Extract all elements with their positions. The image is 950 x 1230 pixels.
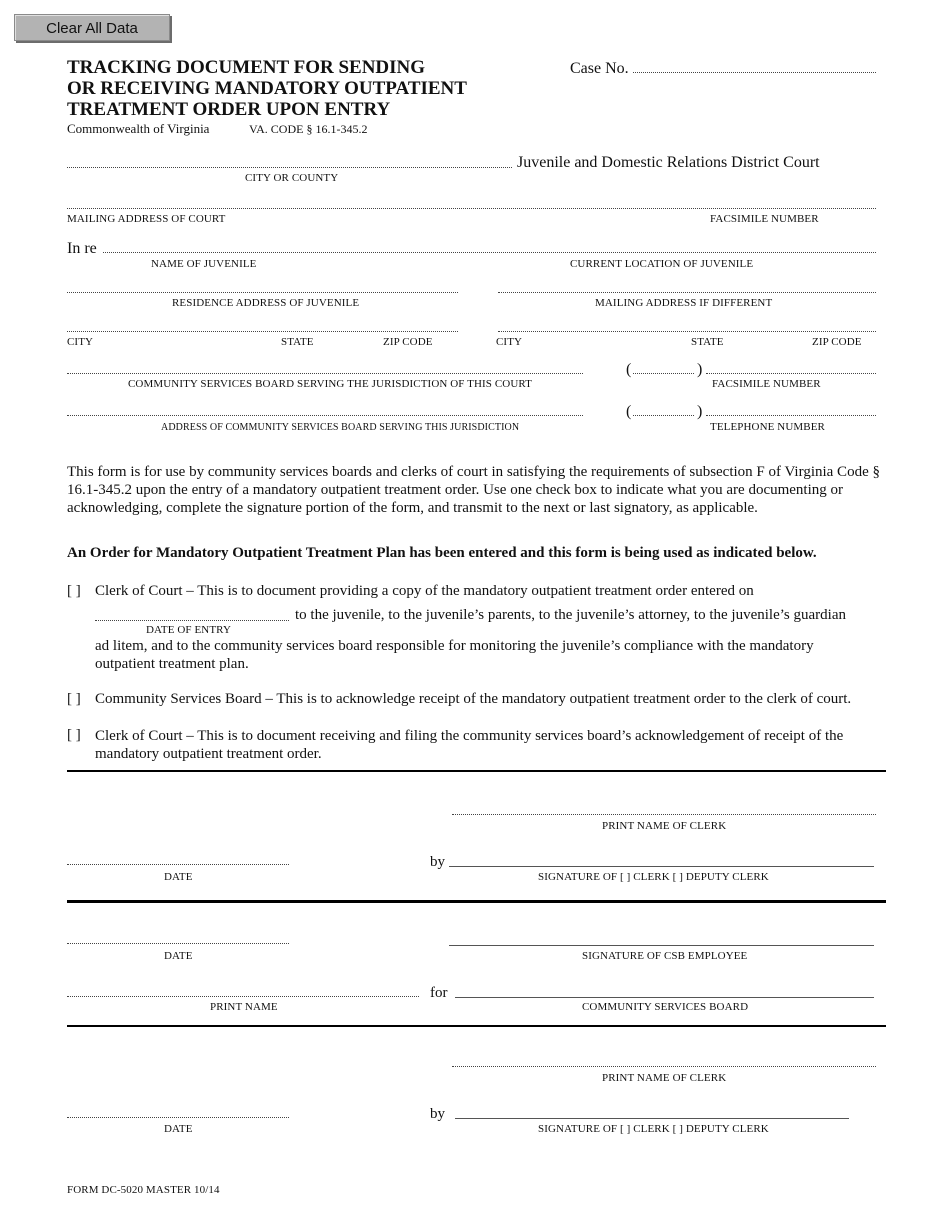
clerk-signature-field-1[interactable] (449, 866, 874, 867)
section-divider-1 (67, 770, 886, 772)
zip-caption-left: ZIP CODE (383, 336, 433, 348)
date-of-entry-field[interactable] (95, 620, 289, 621)
print-name-of-clerk-field-1[interactable] (452, 814, 876, 815)
date-caption-3: DATE (164, 1123, 193, 1135)
csb-tel-area-code-field[interactable] (633, 415, 694, 416)
by-label-2: by (430, 1106, 445, 1122)
clear-all-data-button[interactable]: Clear All Data (14, 14, 170, 41)
court-mailing-address-field[interactable] (67, 208, 876, 209)
tel-paren-open: ( (626, 403, 632, 420)
city-caption-right: CITY (496, 336, 523, 348)
title-line-2: OR RECEIVING MANDATORY OUTPATIENT (67, 78, 467, 99)
csb-serving-caption: COMMUNITY SERVICES BOARD SERVING THE JURISDICTION OF THIS COURT (128, 378, 532, 390)
court-fax-caption: FACSIMILE NUMBER (710, 213, 819, 225)
csb-serving-field[interactable] (67, 373, 583, 374)
option-1-line-2: to the juvenile, to the juvenile’s parents, to the juvenile’s attorney, to the juvenile’s guardian (295, 607, 846, 623)
csb-fax-number-field[interactable] (706, 373, 876, 374)
date-field-1[interactable] (67, 864, 289, 865)
option-1-checkbox[interactable]: [ ] (67, 583, 81, 599)
mailing-address-court-caption: MAILING ADDRESS OF COURT (67, 213, 226, 225)
city-or-county-field[interactable] (67, 167, 512, 168)
clerk-signature-field-2[interactable] (455, 1118, 849, 1119)
csb-name-field[interactable] (455, 997, 874, 998)
case-no-field[interactable] (633, 72, 876, 73)
order-statement: An Order for Mandatory Outpatient Treatment Plan has been entered and this form is being used as indicated below. (67, 545, 817, 561)
date-caption-1: DATE (164, 871, 193, 883)
tel-paren-close: ) (697, 403, 703, 420)
fax-paren-close: ) (697, 361, 703, 378)
option-1-rest: ad litem, and to the community services board responsible for monitoring the juvenile’s compliance with the mandatory outpatient treatment plan. (95, 638, 814, 672)
juvenile-name-field[interactable] (103, 252, 876, 253)
state-caption-right: STATE (691, 336, 724, 348)
title-line-1: TRACKING DOCUMENT FOR SENDING (67, 57, 426, 78)
csb-address-caption: ADDRESS OF COMMUNITY SERVICES BOARD SERVING THIS JURISDICTION (161, 422, 520, 433)
option-3-text: Clerk of Court – This is to document receiving and filing the community services board’s acknowledgement of receipt of the mandatory outpatient treatment order. (95, 728, 844, 762)
date-of-entry-caption: DATE OF ENTRY (146, 624, 232, 636)
court-type-label: Juvenile and Domestic Relations District Court (517, 154, 820, 171)
mailing-if-different-caption: MAILING ADDRESS IF DIFFERENT (595, 297, 773, 309)
va-code-label: VA. CODE § 16.1-345.2 (249, 122, 368, 136)
print-name-caption: PRINT NAME (210, 1001, 278, 1013)
section-divider-3 (67, 1025, 886, 1027)
print-name-of-clerk-caption-2: PRINT NAME OF CLERK (602, 1072, 727, 1084)
form-title (67, 57, 467, 120)
csb-address-field[interactable] (67, 415, 583, 416)
zip-caption-right: ZIP CODE (812, 336, 862, 348)
city-caption-left: CITY (67, 336, 94, 348)
option-1-line-1: Clerk of Court – This is to document providing a copy of the mandatory outpatient treatment order entered on (95, 583, 754, 599)
title-line-3: TREATMENT ORDER UPON ENTRY (67, 99, 391, 120)
csb-fax-area-code-field[interactable] (633, 373, 694, 374)
in-re-label: In re (67, 240, 97, 257)
name-of-juvenile-caption: NAME OF JUVENILE (151, 258, 257, 270)
case-no-label: Case No. (570, 60, 629, 77)
residence-city-state-zip-field[interactable] (67, 331, 458, 332)
date-field-3[interactable] (67, 1117, 289, 1118)
csb-print-name-field[interactable] (67, 996, 419, 997)
clerk-signature-caption-1: SIGNATURE OF [ ] CLERK [ ] DEPUTY CLERK (538, 871, 769, 883)
telephone-caption: TELEPHONE NUMBER (710, 421, 825, 433)
mailing-address-juvenile-field[interactable] (498, 292, 876, 293)
current-location-caption: CURRENT LOCATION OF JUVENILE (570, 258, 754, 270)
print-name-of-clerk-field-2[interactable] (452, 1066, 876, 1067)
option-3-checkbox[interactable]: [ ] (67, 727, 81, 743)
commonwealth-label: Commonwealth of Virginia (67, 121, 210, 136)
date-field-2[interactable] (67, 943, 289, 944)
residence-address-field[interactable] (67, 292, 458, 293)
intro-paragraph: This form is for use by community services boards and clerks of court in satisfying the requirements of subsection F of Virginia Code § 16.1-345.2 upon the entry of a mandatory outpatient treatment order. Use one check box to indicate what you are documenting or acknowledging, complete the signature portion of the form, and transmit to the next or last signatory, as applicable. (67, 464, 880, 516)
option-2-checkbox[interactable]: [ ] (67, 691, 81, 707)
csb-caption: COMMUNITY SERVICES BOARD (582, 1001, 749, 1013)
print-name-of-clerk-caption-1: PRINT NAME OF CLERK (602, 820, 727, 832)
csb-fax-caption: FACSIMILE NUMBER (712, 378, 821, 390)
by-label-1: by (430, 854, 445, 870)
for-label: for (430, 985, 448, 1001)
csb-employee-signature-caption: SIGNATURE OF CSB EMPLOYEE (582, 950, 748, 962)
mailing-city-state-zip-field[interactable] (498, 331, 876, 332)
csb-telephone-field[interactable] (706, 415, 876, 416)
form-number-footer: FORM DC-5020 MASTER 10/14 (67, 1184, 220, 1196)
csb-employee-signature-field[interactable] (449, 945, 874, 946)
section-divider-2 (67, 900, 886, 903)
fax-paren-open: ( (626, 361, 632, 378)
date-caption-2: DATE (164, 950, 193, 962)
residence-address-caption: RESIDENCE ADDRESS OF JUVENILE (172, 297, 360, 309)
clerk-signature-caption-2: SIGNATURE OF [ ] CLERK [ ] DEPUTY CLERK (538, 1123, 769, 1135)
option-2-text: Community Services Board – This is to acknowledge receipt of the mandatory outpatient treatment order to the clerk of court. (95, 691, 852, 707)
state-caption-left: STATE (281, 336, 314, 348)
city-or-county-caption: CITY OR COUNTY (245, 172, 339, 184)
